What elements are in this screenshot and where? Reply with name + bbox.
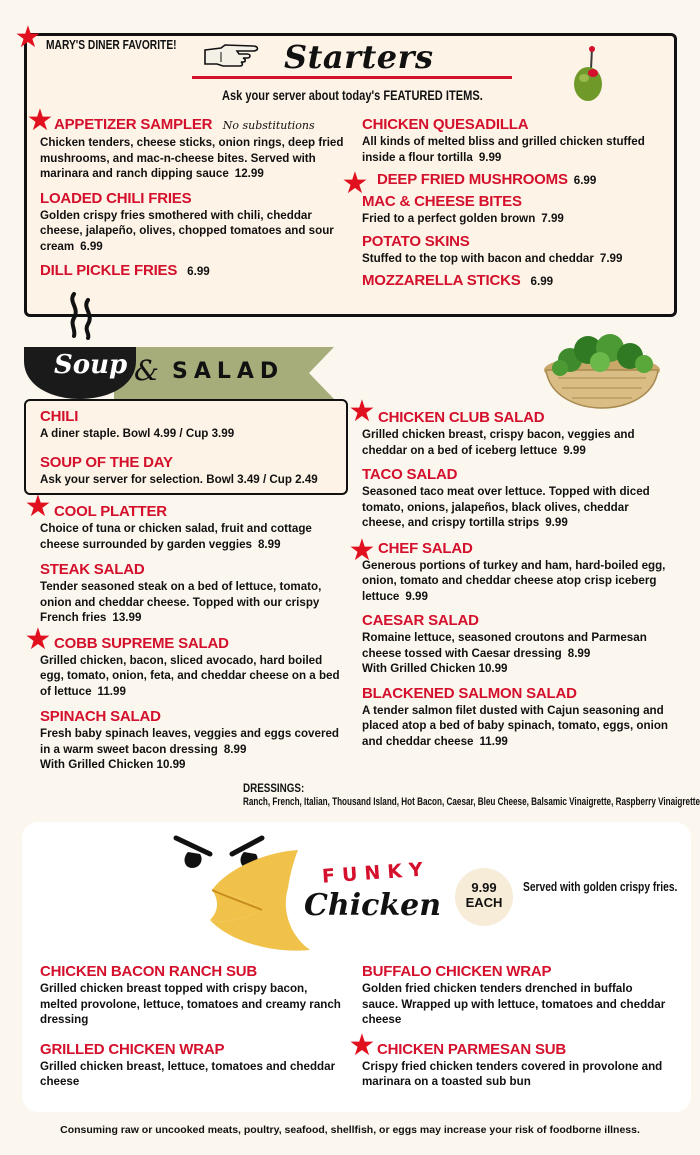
- item-desc: [40, 521, 345, 552]
- banner-soup-text: Soup: [54, 350, 128, 380]
- item-desc: Grilled chicken breast topped with crispy bacon, melted provolone, lettuce, tomatoes and creamy ranch dressing: [40, 982, 341, 1026]
- menu-item: [362, 272, 667, 290]
- item-name: CHEF SALAD: [378, 539, 473, 557]
- price-badge-value: 9.99: [471, 880, 497, 895]
- item-desc: [362, 211, 667, 227]
- item-desc: Golden fried chicken tenders drenched in buffalo sauce. Wrapped up with lettuce, tomatoes and cheddar cheese: [362, 982, 666, 1026]
- menu-item: [40, 262, 345, 280]
- salads-right-column: [362, 409, 672, 749]
- item-name: COOL PLATTER: [54, 503, 167, 520]
- item-desc: [362, 630, 672, 661]
- item-price: 6.99: [187, 265, 210, 278]
- item-price: 9.99: [405, 589, 428, 603]
- item-name: SOUP OF THE DAY: [40, 453, 173, 471]
- salad-bowl-icon: [540, 318, 665, 410]
- item-desc-text: Generous portions of turkey and ham, hard-boiled egg, onion, tomato and cheddar cheese atop crisp iceberg lettuce: [362, 558, 666, 603]
- item-desc: [362, 427, 672, 458]
- item-name: LOADED CHILI FRIES: [40, 189, 192, 207]
- menu-item: [54, 116, 345, 134]
- item-desc-text: Fresh baby spinach leaves, veggies and eggs covered in a warm sweet bacon dressing: [40, 727, 339, 756]
- menu-item: [377, 171, 667, 189]
- item-desc-text: Romaine lettuce, seasoned croutons and Parmesan cheese tossed with Caesar dressing: [362, 631, 647, 660]
- star-icon: ★: [14, 21, 42, 54]
- item-desc-text: Fried to a perfect golden brown: [362, 212, 536, 225]
- item-desc-text: Stuffed to the top with bacon and cheddar: [362, 251, 594, 265]
- item-desc: [40, 579, 345, 626]
- item-name: BLACKENED SALMON SALAD: [362, 684, 577, 702]
- item-desc-text: Grilled chicken, bacon, sliced avocado, hard boiled egg, tomato, onion, feta, and cheddar cheese on a bed of lettuce: [40, 653, 340, 698]
- item-name: SPINACH SALAD: [40, 708, 161, 725]
- item-name: BUFFALO CHICKEN WRAP: [362, 963, 552, 980]
- item-price: 9.99: [563, 443, 586, 457]
- star-icon: ★: [24, 490, 52, 523]
- olive-icon: [566, 46, 616, 108]
- item-note: No substitutions: [222, 119, 315, 132]
- item-price: 6.99: [530, 275, 554, 288]
- featured-note: Ask your server about today's FEATURED ITEMS.: [222, 88, 483, 103]
- item-desc: Ask your server for selection. Bowl 3.49 / Cup 2.49: [40, 472, 318, 486]
- item-name: GRILLED CHICKEN WRAP: [40, 1040, 225, 1058]
- item-price: 9.99: [478, 150, 502, 164]
- dressings-label: DRESSINGS:: [243, 781, 305, 795]
- item-price: 12.99: [234, 167, 264, 180]
- salads-left-column: [40, 503, 345, 773]
- title-underline: [192, 76, 512, 79]
- item-desc: [362, 558, 672, 605]
- item-price: 8.99: [567, 646, 591, 660]
- item-name: MOZZARELLA STICKS: [362, 272, 521, 289]
- steam-icon: [64, 290, 104, 340]
- item-name: APPETIZER SAMPLER: [54, 116, 213, 133]
- funky-title-bottom: Chicken: [304, 888, 442, 923]
- price-badge-each: EACH: [465, 895, 503, 910]
- item-desc: [362, 484, 672, 531]
- item-name: CHICKEN CLUB SALAD: [378, 409, 545, 426]
- item-desc: A diner staple. Bowl 4.99 / Cup 3.99: [40, 427, 235, 440]
- item-desc: [362, 134, 667, 165]
- banner-salad-text: SALAD: [172, 359, 285, 384]
- section-title-starters: Starters: [284, 38, 434, 76]
- item-desc: [362, 251, 667, 267]
- item-desc: [40, 208, 345, 255]
- item-name: CHICKEN QUESADILLA: [362, 116, 529, 133]
- item-desc-text: All kinds of melted bliss and grilled chicken stuffed inside a flour tortilla: [362, 135, 645, 164]
- item-desc-text: Seasoned taco meat over lettuce. Topped with diced tomato, onions, jalapeños, black olives, cheddar cheese, and crispy tortilla strips: [362, 485, 650, 529]
- funky-left-column: [40, 963, 345, 1090]
- item-name: CHILI: [40, 408, 79, 425]
- item-price: 13.99: [112, 611, 142, 624]
- item-name: MAC & CHEESE BITES: [362, 193, 522, 210]
- star-icon: ★: [341, 167, 369, 200]
- item-desc-text: A tender salmon filet dusted with Cajun seasoning and placed atop a bed of baby spinach, tomato, eggs, onion and cheddar cheese: [362, 703, 668, 748]
- star-icon: ★: [24, 623, 52, 656]
- item-desc-text: Tender seasoned steak on a bed of lettuce, tomato, onion and cheddar cheese. Topped with our crispy French fries: [40, 580, 322, 624]
- item-name: CHICKEN BACON RANCH SUB: [40, 963, 258, 980]
- item-desc: [362, 703, 672, 750]
- item-desc: Crispy fried chicken tenders covered in provolone and marinara on a toasted sub bun: [362, 1059, 663, 1088]
- chicken-face-icon: [170, 828, 320, 958]
- item-price: 6.99: [573, 174, 597, 187]
- funky-title-top: FUNKY: [321, 858, 431, 888]
- item-extra: With Grilled Chicken 10.99: [362, 662, 508, 675]
- pointing-hand-icon: [203, 42, 271, 70]
- item-name: POTATO SKINS: [362, 232, 470, 250]
- item-price: 9.99: [545, 516, 568, 529]
- item-name: COBB SUPREME SALAD: [54, 634, 229, 652]
- served-note: Served with golden crispy fries.: [523, 880, 678, 894]
- item-desc-text: Chicken tenders, cheese sticks, onion rings, deep fried mushrooms, and mac-n-cheese bites. Served with marinara and ranch dipping sauce: [40, 136, 344, 180]
- item-name: DILL PICKLE FRIES: [40, 262, 178, 279]
- item-name: STEAK SALAD: [40, 561, 145, 578]
- soups-column: [40, 408, 345, 487]
- item-desc-text: Choice of tuna or chicken salad, fruit and cottage cheese surrounded by garden veggies: [40, 522, 312, 551]
- star-icon: ★: [26, 104, 54, 137]
- item-name: CHICKEN PARMESAN SUB: [377, 1040, 567, 1058]
- item-price: 7.99: [541, 212, 564, 225]
- item-extra: With Grilled Chicken 10.99: [40, 758, 186, 771]
- item-price: 7.99: [599, 251, 623, 265]
- favorite-label: MARY'S DINER FAVORITE!: [46, 38, 177, 52]
- item-price: 11.99: [479, 734, 508, 748]
- star-icon: ★: [348, 1029, 376, 1062]
- item-name: TACO SALAD: [362, 466, 458, 483]
- item-price: 6.99: [80, 239, 103, 253]
- star-icon: ★: [348, 534, 376, 567]
- item-price: 11.99: [97, 684, 126, 698]
- item-desc: [40, 653, 345, 700]
- item-desc: Grilled chicken breast, lettuce, tomatoes and cheddar cheese: [40, 1059, 336, 1088]
- banner-amp-text: &: [134, 354, 159, 387]
- item-name: DEEP FRIED MUSHROOMS: [377, 171, 568, 188]
- item-desc: [40, 726, 345, 757]
- star-icon: ★: [348, 395, 376, 428]
- dressings-list: Ranch, French, Italian, Thousand Island, Hot Bacon, Caesar, Bleu Cheese, Balsamic Vinaigrette, Raspberry Vinaigrette: [243, 796, 700, 808]
- funky-right-column: [362, 963, 667, 1090]
- item-desc: [40, 135, 345, 182]
- item-price: 8.99: [257, 537, 281, 551]
- starters-left-column: [40, 116, 345, 280]
- starters-right-column: [362, 116, 667, 290]
- price-badge: [455, 868, 513, 926]
- item-price: 8.99: [223, 742, 247, 756]
- food-safety-disclaimer: Consuming raw or uncooked meats, poultry, seafood, shellfish, or eggs may increase your risk of foodborne illness.: [60, 1124, 640, 1136]
- item-desc-text: Golden crispy fries smothered with chili, cheddar cheese, jalapeño, olives, chopped tomatoes and sour cream: [40, 208, 334, 253]
- item-name: CAESAR SALAD: [362, 612, 479, 629]
- item-desc-text: Grilled chicken breast, crispy bacon, veggies and cheddar on a bed of iceberg lettuce: [362, 428, 635, 457]
